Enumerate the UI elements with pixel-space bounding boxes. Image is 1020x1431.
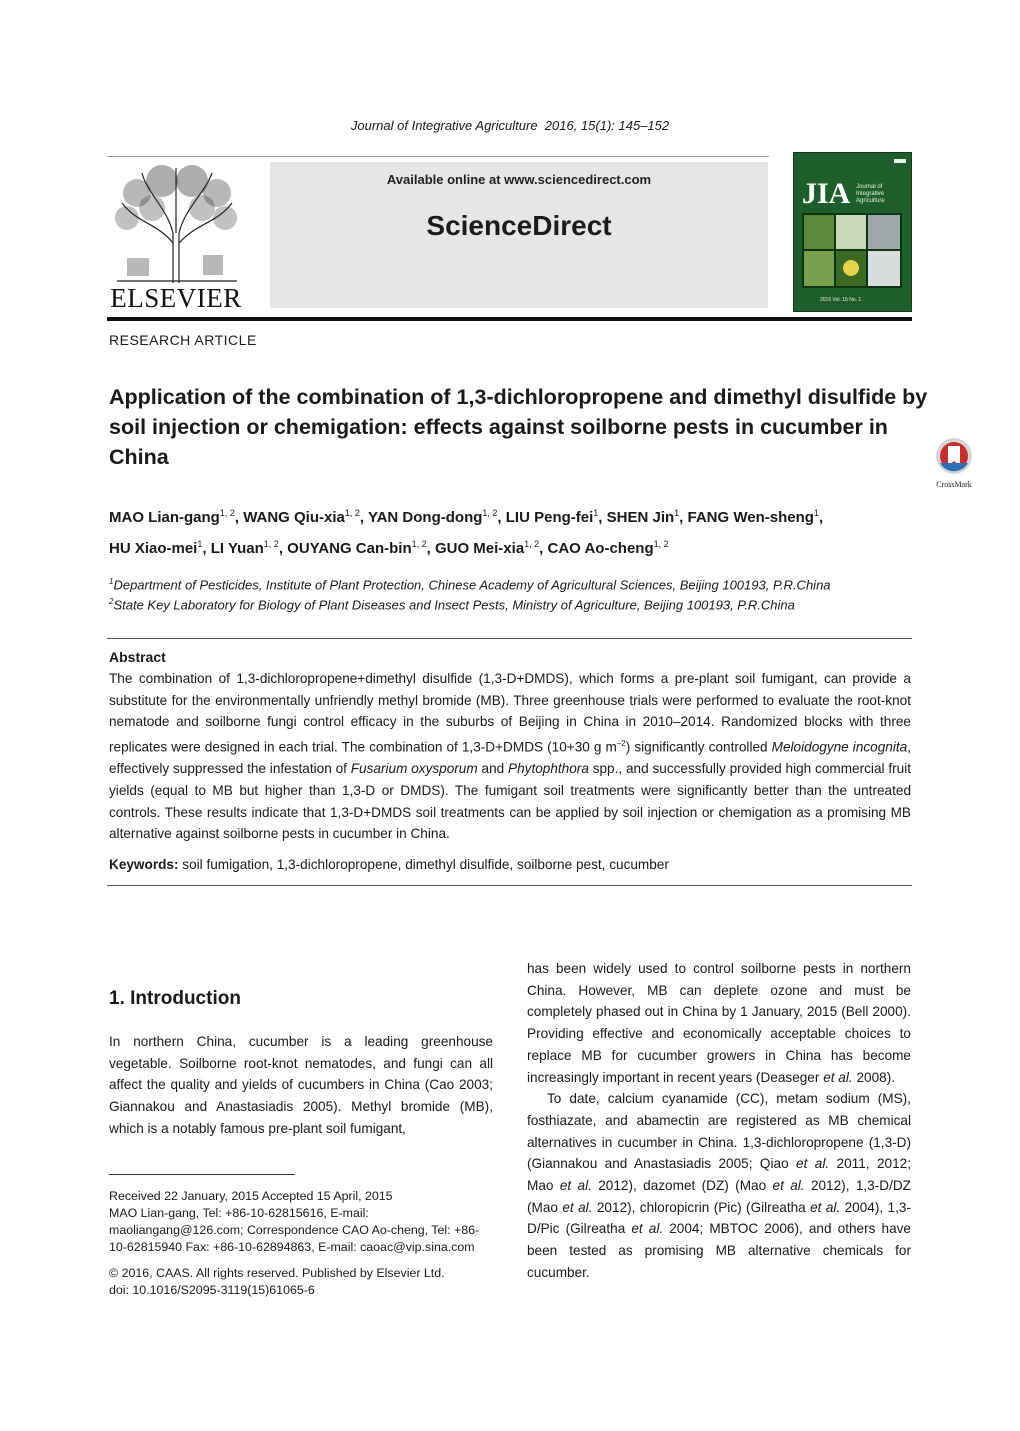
author-affiliation: 1 — [593, 508, 599, 518]
author-name: LIU Peng-fei — [505, 509, 594, 526]
et-al: et al. — [562, 1199, 593, 1215]
body-text: 2012), chloropicrin (Pic) (Gilreatha — [592, 1199, 811, 1215]
body-paragraph — [527, 1088, 911, 1283]
footnote-received: Received 22 January, 2015 Accepted 15 April, 2015 — [109, 1189, 393, 1203]
author-affiliation: 1, 2 — [524, 539, 540, 549]
body-paragraph — [527, 958, 911, 1088]
author-affiliation: 1, 2 — [263, 539, 279, 549]
author-affiliation: 1, 2 — [344, 508, 360, 518]
keywords-text: soil fumigation, 1,3-dichloropropene, dimethyl disulfide, soilborne pest, cucumber — [178, 857, 669, 872]
article-type: RESEARCH ARTICLE — [109, 332, 257, 348]
et-al: et al. — [823, 1069, 853, 1085]
cover-journal-name: Journal of Integrative Agriculture — [856, 184, 885, 204]
affiliation-2 — [109, 597, 795, 612]
author-name: CAO Ao-cheng — [547, 540, 654, 557]
affiliation-text: Department of Pesticides, Institute of Plant Protection, Chinese Academy of Agricultural Sciences, Beijing 100193, P.R.China — [113, 577, 831, 593]
author-name: FANG Wen-sheng — [687, 509, 814, 526]
author-affiliation: 1, 2 — [653, 539, 669, 549]
author: LI Yuan$^{1, 2}$, — [210, 539, 288, 557]
et-al: et al. — [631, 1221, 664, 1237]
journal-cover — [793, 152, 912, 312]
footnote-copyright: © 2016, CAAS. All rights reserved. Published by Elsevier Ltd. — [109, 1266, 445, 1280]
body-text: has been widely used to control soilborne pests in northern China. However, MB can deplete ozone and must be completely phased out in China by 1 January, 2015 (Bell 2000). Providing effective and economically acceptable choices to replace MB for cucumber growers in China has become increasingly important in recent years (Deaseger — [527, 961, 911, 1085]
elsevier-tree-icon — [107, 163, 245, 285]
body-text: 2004), 1,3-D/Pic (Gilreatha — [527, 1199, 911, 1237]
abstract-heading: Abstract — [109, 649, 166, 665]
abstract-text: spp., and successfully provided high commercial fruit yields (equal to MB but higher than 1,3-D or DMDS). The fumigant soil treatments were significantly better than the untreated controls. These results indicate that 1,3-D+DMDS soil treatments can be applied by soil injection or chemigation as a promising MB alternative against soilborne pests in cucumber in China. — [109, 761, 912, 842]
author-name: GUO Mei-xia — [434, 540, 525, 557]
abstract-text: , effectively suppressed the infestation of — [109, 739, 911, 777]
body-text: 2012), 1,3-D/DZ (Mao — [527, 1178, 911, 1215]
author: YAN Dong-dong$^{1, 2}$, — [367, 508, 506, 526]
keywords — [109, 857, 911, 872]
available-online-text[interactable]: Available online at www.sciencedirect.com — [386, 172, 652, 187]
abstract-bottom-rule — [107, 885, 912, 886]
author-affiliation: 1 — [813, 508, 819, 518]
author-affiliation: 1, 2 — [411, 539, 427, 549]
author: LIU Peng-fei$^1$, — [505, 508, 607, 526]
abstract-text: The combination of 1,3-dichloropropene+dimethyl disulfide (1,3-D+DMDS), which forms a pre-plant soil fumigant, can provide a substitute for the environmentally unfriendly methyl bromide (MB). Three greenhouse trials were performed to evaluate the root-knot nematode and soilborne fungi control efficacy in the suburbs of Beijing in China in 2010–2014. Randomized blocks with three replicates were designed in each trial. The combination of 1,3-D+DMDS (10+30 g m — [109, 671, 911, 755]
body-column-left — [109, 1031, 493, 1140]
et-al: et al. — [559, 1178, 592, 1194]
author: GUO Mei-xia$^{1, 2}$, — [434, 539, 548, 557]
author-name: HU Xiao-mei — [109, 540, 198, 557]
species-name: Phytophthora — [508, 761, 589, 777]
affiliation-number: 2 — [109, 597, 114, 606]
affiliation-text: State Key Laboratory for Biology of Plant Diseases and Insect Pests, Ministry of Agriculture, Beijing 100193, P.R.China — [113, 597, 795, 613]
sciencedirect-brand: ScienceDirect — [426, 210, 612, 241]
body-column-right — [527, 958, 911, 1284]
cover-abbrev: JIA — [802, 177, 851, 210]
author: SHEN Jin$^1$, — [606, 508, 688, 526]
author: FANG Wen-sheng$^1$, — [687, 508, 824, 526]
et-al: et al. — [810, 1199, 841, 1215]
affiliation-number: 1 — [109, 577, 114, 586]
author-list — [109, 500, 919, 562]
crossmark-badge[interactable] — [931, 437, 977, 487]
author-affiliation: 1 — [197, 539, 203, 549]
keywords-label: Keywords: — [109, 857, 179, 872]
author-affiliation: 1 — [674, 508, 680, 518]
abstract-top-rule — [107, 638, 912, 639]
author: WANG Qiu-xia$^{1, 2}$, — [243, 508, 368, 526]
crossmark-label: CrossMark — [936, 480, 972, 489]
abstract-superscript: –2 — [616, 739, 626, 749]
species-name: Fusarium oxysporum — [350, 761, 478, 777]
author-name: MAO Lian-gang — [109, 509, 220, 526]
journal-name: Journal of Integrative Agriculture — [350, 118, 538, 133]
footnote-rule — [109, 1174, 295, 1175]
et-al: et al. — [772, 1178, 805, 1194]
author: MAO Lian-gang$^{1, 2}$, — [109, 508, 244, 526]
cover-issue: 2016 Vol. 15 No. 1 — [820, 297, 862, 303]
body-paragraph: In northern China, cucumber is a leading greenhouse vegetable. Soilborne root-knot nematodes, and fungi can all affect the quality and yields of cucumbers in China (Cao 2003; Giannakou and Anastasiadis 2005). Methyl bromide (MB), which is a notably famous pre-plant soil fumigant, — [109, 1034, 493, 1136]
abstract-text: and — [477, 761, 509, 777]
author-affiliation: 1, 2 — [482, 508, 498, 518]
author-name: SHEN Jin — [606, 509, 675, 526]
sciencedirect-banner — [270, 162, 768, 308]
author-name: LI Yuan — [210, 540, 264, 557]
elsevier-wordmark: ELSEVIER — [110, 283, 242, 313]
section-heading-introduction: 1. Introduction — [109, 988, 241, 1009]
header-thick-rule — [107, 317, 912, 321]
affiliation-1 — [109, 577, 831, 592]
abstract-text: ) significantly controlled — [625, 739, 772, 755]
crossmark-icon — [931, 437, 977, 477]
header-top-rule — [107, 156, 769, 157]
author: HU Xiao-mei$^1$, — [109, 539, 211, 557]
species-name: Meloidogyne incognita — [771, 739, 908, 755]
author-name: WANG Qiu-xia — [243, 509, 345, 526]
abstract-body — [109, 668, 911, 845]
author-name: OUYANG Can-bin — [287, 540, 412, 557]
author-name: YAN Dong-dong — [367, 509, 483, 526]
body-text: 2008). — [852, 1069, 895, 1085]
journal-citation — [0, 118, 1020, 133]
author: OUYANG Can-bin$^{1, 2}$, — [287, 539, 435, 557]
body-text: 2011, 2012; Mao — [527, 1156, 911, 1194]
et-al: et al. — [796, 1156, 830, 1172]
body-text: To date, calcium cyanamide (CC), metam sodium (MS), fosthiazate, and abamectin are registered as MB chemical alternatives in cucumber in China. 1,3-dichloropropene (1,3-D) (Giannakou and Anastasiadis 2005; Qiao — [527, 1091, 911, 1172]
author-affiliation: 1, 2 — [219, 508, 235, 518]
article-title: Application of the combination of 1,3-dichloropropene and dimethyl disulfide by soil injection or chemigation: effects against soilborne pests in cucumber in China — [109, 385, 928, 469]
author — [548, 540, 669, 557]
journal-volume: 2016, 15(1): 145–152 — [544, 118, 670, 133]
elsevier-logo — [107, 163, 245, 311]
body-text: 2012), dazomet (DZ) (Mao — [591, 1178, 773, 1194]
body-text: 2004; MBTOC 2006), and others have been tested as promising MB alternative chemicals for cucumber. — [527, 1221, 911, 1280]
footnote-doi[interactable]: doi: 10.1016/S2095-3119(15)61065-6 — [109, 1283, 315, 1297]
footnote-contact: MAO Lian-gang, Tel: +86-10-62815616, E-mail: maoliangang@126.com; Correspondence CAO Ao-cheng, Tel: +86-10-62815940 Fax: +86-10-62894863, E-mail: caoac@vip.sina.com — [109, 1206, 480, 1254]
